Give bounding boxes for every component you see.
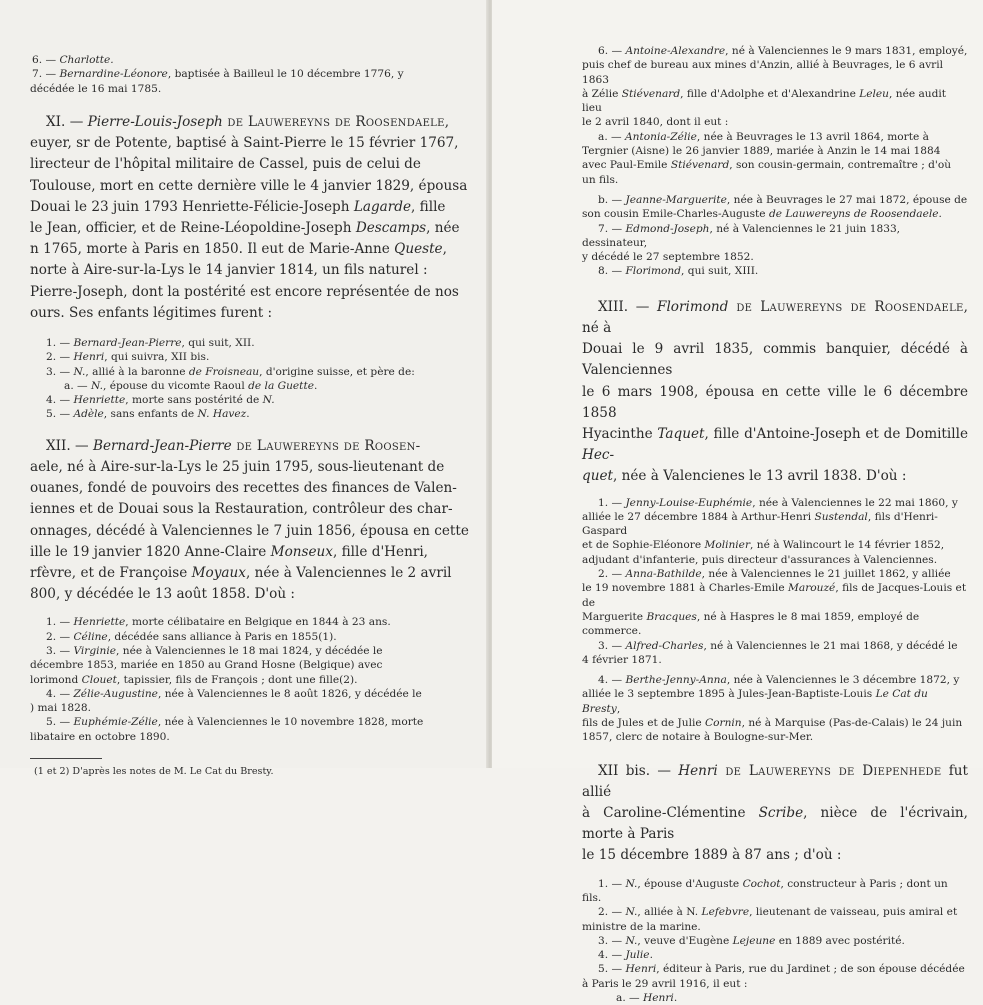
list-item: 1. — Bernard-Jean-Pierre, qui suit, XII. bbox=[46, 336, 255, 349]
section-xi-children bbox=[30, 336, 478, 422]
list-item: 3. — Alfred-Charles, né à Valenciennes le 21 mai 1868, y décédé le bbox=[598, 639, 958, 652]
section-xii-heading: XII. — Bernard-Jean-Pierre de Lauwereyns de Roosen- bbox=[46, 437, 421, 454]
list-item: 3. — N., veuve d'Eugène Lejeune en 1889 avec postérité. bbox=[598, 934, 905, 947]
list-item: 5. — Adèle, sans enfants de N. Havez. bbox=[46, 408, 250, 421]
section-xiii: XIII. — Florimond de Lauwereyns de Roosendaele, né à Douai le 9 avril 1835, commis banquier, décédé à Valenciennes le 6 mars 1908, épousa en cette ville le 6 décembre 1858 Hyacinthe Taquet, fille d'Antoine-Joseph et de Domitille Hec- quet, née à Valencienes le 13 avril 1838. D'où : bbox=[582, 298, 968, 485]
list-item: a. — N., épouse du vicomte Raoul de la Guette. bbox=[64, 379, 318, 392]
list-item: 2. — N., alliée à N. Lefebvre, lieutenant de vaisseau, puis amiral et bbox=[598, 906, 958, 919]
list-item: 5. — Henri, éditeur à Paris, rue du Jardinet ; de son épouse décédée bbox=[598, 963, 965, 976]
right-page bbox=[492, 0, 983, 1005]
list-item: 4. — Henriette, morte sans postérité de N. bbox=[46, 394, 275, 407]
section-xii-bis-heading: XII bis. — Henri de Lauwereyns de Diepenhede fut allié bbox=[582, 762, 968, 800]
footnote-divider bbox=[30, 758, 102, 759]
list-item: 4. — Zélie-Augustine, née à Valenciennes le 8 août 1826, y décédée le bbox=[46, 687, 422, 700]
list-item: 1. — Henriette, morte célibataire en Belgique en 1844 à 23 ans. bbox=[46, 616, 391, 629]
section-xii-bis-children: 1. — N., épouse d'Auguste Cochot, constructeur à Paris ; dont un fils. 2. — N., alliée à N. Lefebvre, lieutenant de vaisseau, puis amiral et ministre de la marine. 3. — N., veuve d'Eugène Lejeune en 1889 avec postérité. 4. — Julie. 5. — Henri, éditeur à Paris, rue du Jardinet ; de son épouse décédée à Paris le 29 avril 1916, il eut : a. — Henri. bbox=[582, 877, 968, 1005]
section-xi: XI. — Pierre-Louis-Joseph de Lauwereyns de Roosendaele, euyer, sr de Potente, baptisé à Saint-Pierre le 15 février 1767, lirecteur de l'hôpital militaire de Cassel, puis de celui de Toulouse, mort en cette dernière ville le 4 janvier 1829, épousa Douai le 23 juin 1793 Henriette-Félicie-Joseph Lagarde, fille le Jean, officier, et de Reine-Léopoldine-Joseph Descamps, née n 1765, morte à Paris en 1850. Il eut de Marie-Anne Queste, norte à Aire-sur-la-Lys le 14 janvier 1814, un fils naturel : Pierre-Joseph, dont la postérité est encore représentée de nos ours. Ses enfants légitimes furent : bbox=[30, 112, 478, 324]
left-column bbox=[30, 0, 478, 778]
list-item: 4. — Berthe-Jenny-Anna, née à Valenciennes le 3 décembre 1872, y bbox=[598, 674, 960, 687]
list-item: 2. — Henri, qui suivra, XII bis. bbox=[46, 351, 210, 364]
section-xi-heading: XI. — Pierre-Louis-Joseph de Lauwereyns de Roosendaele, bbox=[46, 113, 450, 130]
list-item: 1. — Jenny-Louise-Euphémie, née à Valenciennes le 22 mai 1860, y bbox=[598, 496, 958, 509]
section-xii: XII. — Bernard-Jean-Pierre de Lauwereyns de Roosen- aele, né à Aire-sur-la-Lys le 25 juin 1795, sous-lieutenant de ouanes, fondé de pouvoirs des recettes des finances de Valen- iennes et de Douai sous la Restauration, contrôleur des char- onnages, décédé à Valenciennes le 7 juin 1856, épousa en cette ille le 19 janvier 1820 Anne-Claire Monseux, fille d'Henri, rfèvre, et de Françoise Moyaux, née à Valenciennes le 2 avril 800, y décédée le 13 août 1858. D'où : bbox=[30, 436, 478, 606]
section-xii-bis: XII bis. — Henri de Lauwereyns de Diepenhede fut allié à Caroline-Clémentine Scribe, nièce de l'écrivain, morte à Paris le 15 décembre 1889 à 87 ans ; d'où : bbox=[582, 762, 968, 864]
list-item: 3. — Virginie, née à Valenciennes le 18 mai 1824, y décédée le bbox=[46, 644, 383, 657]
section-xii-children: 1. — Henriette, morte célibataire en Belgique en 1844 à 23 ans. 2. — Céline, décédée sans alliance à Paris en 1855(1). 3. — Virginie, née à Valenciennes le 18 mai 1824, y décédée le décembre 1853, mariée en 1850 au Grand Hosne (Belgique) avec lorimond Clouet, tapissier, fils de François ; dont une fille(2). 4. — Zélie-Augustine, née à Valenciennes le 8 août 1826, y décédée le ) mai 1828. 5. — Euphémie-Zélie, née à Valenciennes le 10 novembre 1828, morte libataire en octobre 1890. bbox=[30, 615, 478, 744]
left-page bbox=[0, 0, 488, 777]
list-item: 4. — Julie. bbox=[598, 949, 653, 962]
right-column bbox=[582, 0, 968, 1005]
section-xiii-heading: XIII. — Florimond de Lauwereyns de Roosendaele, né à bbox=[582, 298, 968, 336]
footnote: (1 et 2) D'après les notes de M. Le Cat du Bresty. bbox=[34, 766, 274, 777]
entry-6-antoine: 6. — Antoine-Alexandre, né à Valenciennes le 9 mars 1831, employé, puis chef de bureau aux mines d'Anzin, allié à Beuvrages, le 6 avril 1863 à Zélie Stiévenard, fille d'Adolphe et d'Alexandrine Leleu, née audit lieu le 2 avril 1840, dont il eut : a. — Antonia-Zélie, née à Beuvrages le 13 avril 1864, morte à Tergnier (Aisne) le 26 janvier 1889, mariée à Anzin le 14 mai 1884 avec Paul-Emile Stiévenard, son cousin-germain, contremaître ; d'où un fils. b. — Jeanne-Marguerite, née à Beuvrages le 27 mai 1872, épouse de son cousin Emile-Charles-Auguste de Lauwereyns de Roosendaele. 7. — Edmond-Joseph, né à Valenciennes le 21 juin 1833, dessinateur, y décédé le 27 septembre 1852. 8. — Florimond, qui suit, XIII. bbox=[582, 45, 968, 278]
entry-7-cont: décédée le 16 mai 1785. bbox=[30, 82, 162, 95]
list-item: 2. — Céline, décédée sans alliance à Paris en 1855(1). bbox=[46, 630, 337, 643]
section-xiii-children: 1. — Jenny-Louise-Euphémie, née à Valenciennes le 22 mai 1860, y alliée le 27 décembre 1884 à Arthur-Henri Sustendal, fils d'Henri-Gaspard et de Sophie-Eléonore Molinier, né à Walincourt le 14 février 1852, adjudant d'infanterie, puis directeur d'assurances à Valenciennes. 2. — Anna-Bathilde, née à Valenciennes le 21 juillet 1862, y alliée le 19 novembre 1881 à Charles-Emile Marouzé, fils de Jacques-Louis et de Marguerite Bracques, né à Haspres le 8 mai 1859, employé de commerce. 3. — Alfred-Charles, né à Valenciennes le 21 mai 1868, y décédé le 4 février 1871. 4. — Berthe-Jenny-Anna, née à Valenciennes le 3 décembre 1872, y alliée le 3 septembre 1895 à Jules-Jean-Baptiste-Louis Le Cat du Bresty, fils de Jules et de Julie Cornin, né à Marquise (Pas-de-Calais) le 24 juin 1857, clerc de notaire à Boulogne-sur-Mer. bbox=[582, 496, 967, 744]
list-item: 1. — N., épouse d'Auguste Cochot, constructeur à Paris ; dont un fils. bbox=[582, 877, 948, 904]
entry-7-bernardine: 7. — Bernardine-Léonore, baptisée à Bailleul le 10 décembre 1776, y bbox=[32, 68, 404, 81]
list-item: 3. — N., allié à la baronne de Froisneau, d'origine suisse, et père de: bbox=[46, 365, 415, 378]
list-item: a. — Henri. bbox=[616, 992, 678, 1005]
list-item: 2. — Anna-Bathilde, née à Valenciennes le 21 juillet 1862, y alliée bbox=[598, 568, 951, 581]
entry-6-charlotte: 6. — Charlotte. bbox=[32, 54, 114, 66]
list-item: 5. — Euphémie-Zélie, née à Valenciennes le 10 novembre 1828, morte bbox=[46, 716, 424, 729]
